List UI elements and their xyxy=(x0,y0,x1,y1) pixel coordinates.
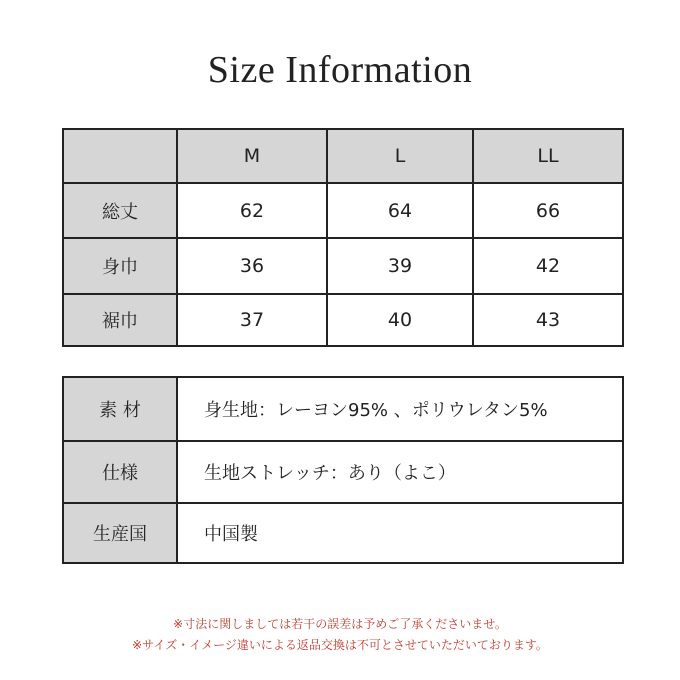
origin-label: 生産国 xyxy=(63,503,177,563)
page-title: Size Information xyxy=(207,49,473,91)
table-cell: 37 xyxy=(177,294,327,346)
table-cell: 42 xyxy=(473,238,623,294)
table-cell: 66 xyxy=(473,183,623,238)
product-info-table xyxy=(62,376,624,564)
row-header-hem-width: 裾巾 xyxy=(63,294,177,346)
column-header-m: M xyxy=(177,129,327,183)
table-cell: 43 xyxy=(473,294,623,346)
table-cell: 36 xyxy=(177,238,327,294)
spec-value: 生地ストレッチ：あり（よこ） xyxy=(177,441,623,503)
disclaimer-notes xyxy=(0,614,680,656)
info-row-material xyxy=(63,377,623,441)
note-no-returns: ※サイズ・イメージ違いによる返品交換は不可とさせていただいております。 xyxy=(132,638,548,652)
column-header-l: L xyxy=(327,129,473,183)
material-value: 身生地：レーヨン95% 、ポリウレタン5% xyxy=(177,377,623,441)
size-table xyxy=(62,128,624,347)
table-row xyxy=(63,238,623,294)
table-row xyxy=(63,183,623,238)
corner-cell xyxy=(63,129,177,183)
column-header-ll: LL xyxy=(473,129,623,183)
table-cell: 64 xyxy=(327,183,473,238)
info-row-origin xyxy=(63,503,623,563)
info-row-spec xyxy=(63,441,623,503)
origin-value: 中国製 xyxy=(177,503,623,563)
table-row xyxy=(63,294,623,346)
size-table-header-row xyxy=(63,129,623,183)
row-header-body-width: 身巾 xyxy=(63,238,177,294)
spec-label: 仕様 xyxy=(63,441,177,503)
table-cell: 40 xyxy=(327,294,473,346)
note-measurement-error: ※寸法に関しましては若干の誤差は予めご了承くださいませ。 xyxy=(173,617,507,631)
table-cell: 39 xyxy=(327,238,473,294)
material-label: 素 材 xyxy=(63,377,177,441)
table-cell: 62 xyxy=(177,183,327,238)
row-header-total-length: 総丈 xyxy=(63,183,177,238)
